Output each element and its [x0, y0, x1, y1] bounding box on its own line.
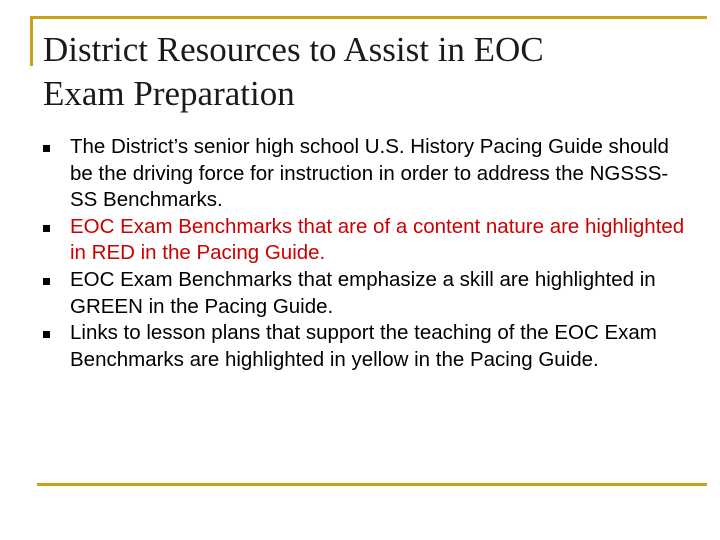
bullet-text: EOC Exam Benchmarks that are of a content nature are highlighted in RED in the Pacing Guide. [70, 214, 685, 265]
bullet-item-lesson-plan-links [43, 320, 688, 373]
bullet-text: EOC Exam Benchmarks that emphasize a skill are highlighted in GREEN in the Pacing Guide. [70, 267, 656, 318]
square-bullet-icon [43, 145, 50, 152]
square-bullet-icon [43, 331, 50, 338]
bottom-accent-rule [37, 483, 707, 486]
bullet-item-green-benchmarks [43, 267, 688, 320]
square-bullet-icon [43, 278, 50, 285]
bullet-text: Links to lesson plans that support the teaching of the EOC Exam Benchmarks are highlighted in yellow in the Pacing Guide. [70, 321, 657, 371]
bullet-text: The District’s senior high school U.S. History Pacing Guide should be the driving force for instruction in order to address the NGSSS-SS Benchmarks. [70, 135, 669, 212]
top-accent-rule [30, 16, 707, 19]
slide-title-line-2: Exam Preparation [43, 74, 295, 113]
bullet-item-pacing-guide [43, 134, 688, 214]
bullet-item-red-benchmarks [43, 214, 688, 267]
bullet-list [43, 134, 688, 373]
slide-title [43, 28, 683, 116]
slide-title-line-1: District Resources to Assist in EOC [43, 30, 544, 69]
square-bullet-icon [43, 225, 50, 232]
left-accent-rule [30, 16, 33, 66]
